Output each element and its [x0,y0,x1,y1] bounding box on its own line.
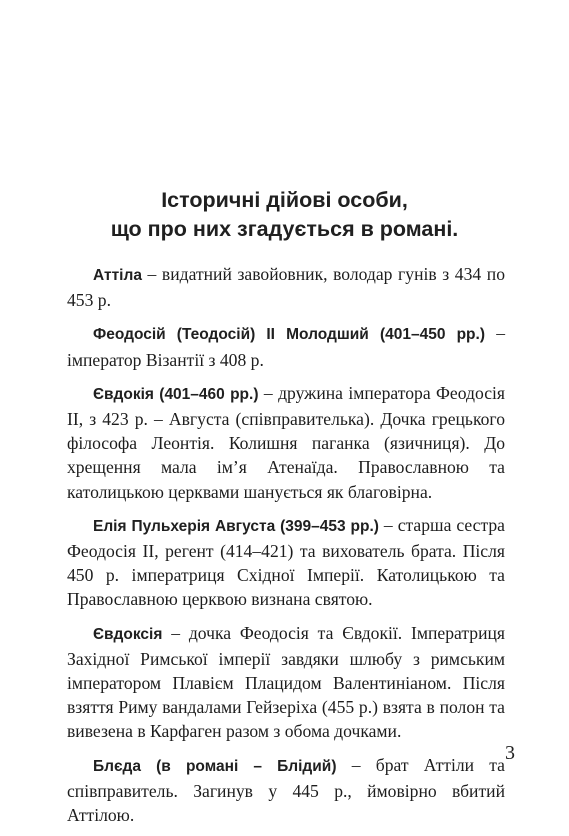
entry-pulcheria [67,513,505,612]
entry-name: Євдокія (401–460 рр.) [93,385,259,403]
character-list [67,262,505,836]
entry-description: – брат Аттіли та співправитель. Загинув у 445 р., ймовірно вбитий Аттілою. [67,754,505,826]
entry-eudoxia [67,621,505,744]
entry-description: – старша сестра Феодосія II, регент (414–421) та вихователь брата. Після 450 р. імператриця Східної Імперії. Католицькою та Православною церквою визнана святою. [67,514,505,610]
entry-name: Євдоксія [93,625,163,643]
entry-description: – імператор Візантії з 408 р. [67,323,505,370]
heading-line-1: Історичні дійові особи, [161,188,408,212]
entry-eudokia [67,381,505,504]
entry-description: – дочка Феодосія та Євдокії. Імператриця Західної Римської імперії завдяки шлюбу з римським імператором Плавієм Плацидом Валентиніаном. Після взяття Риму вандалами Гейзеріха (455 р.) взята в полон та вивезена в Карфаген разом з обома дочками. [67,622,505,742]
entry-name: Аттіла [93,267,142,284]
entry-description: – дружина імператора Феодосія II, з 423 р. – Августа (співправителька). Дочка грецького філософа Леонтія. Колишня паганка (язичниця). До хрещення мала ім’я Атенаїда. Православною та католицькою церквами шанується як благовірна. [67,382,505,502]
entry-name: Феодосій (Теодосій) II Молодший (401–450 рр.) [93,326,485,344]
entry-name: Елія Пульхерія Августа (399–453 рр.) [93,517,379,535]
page-number: 3 [505,742,515,764]
entry-attila [67,262,505,312]
entry-bleda [67,753,505,828]
entry-name: Блєда (в романі – Блідий) [93,757,337,775]
entry-theodosius [67,321,505,371]
entry-description: – видатний завойовник, володар гунів з 434 по 453 р. [67,264,505,311]
heading-line-2: що про них згадується в романі. [110,217,459,241]
